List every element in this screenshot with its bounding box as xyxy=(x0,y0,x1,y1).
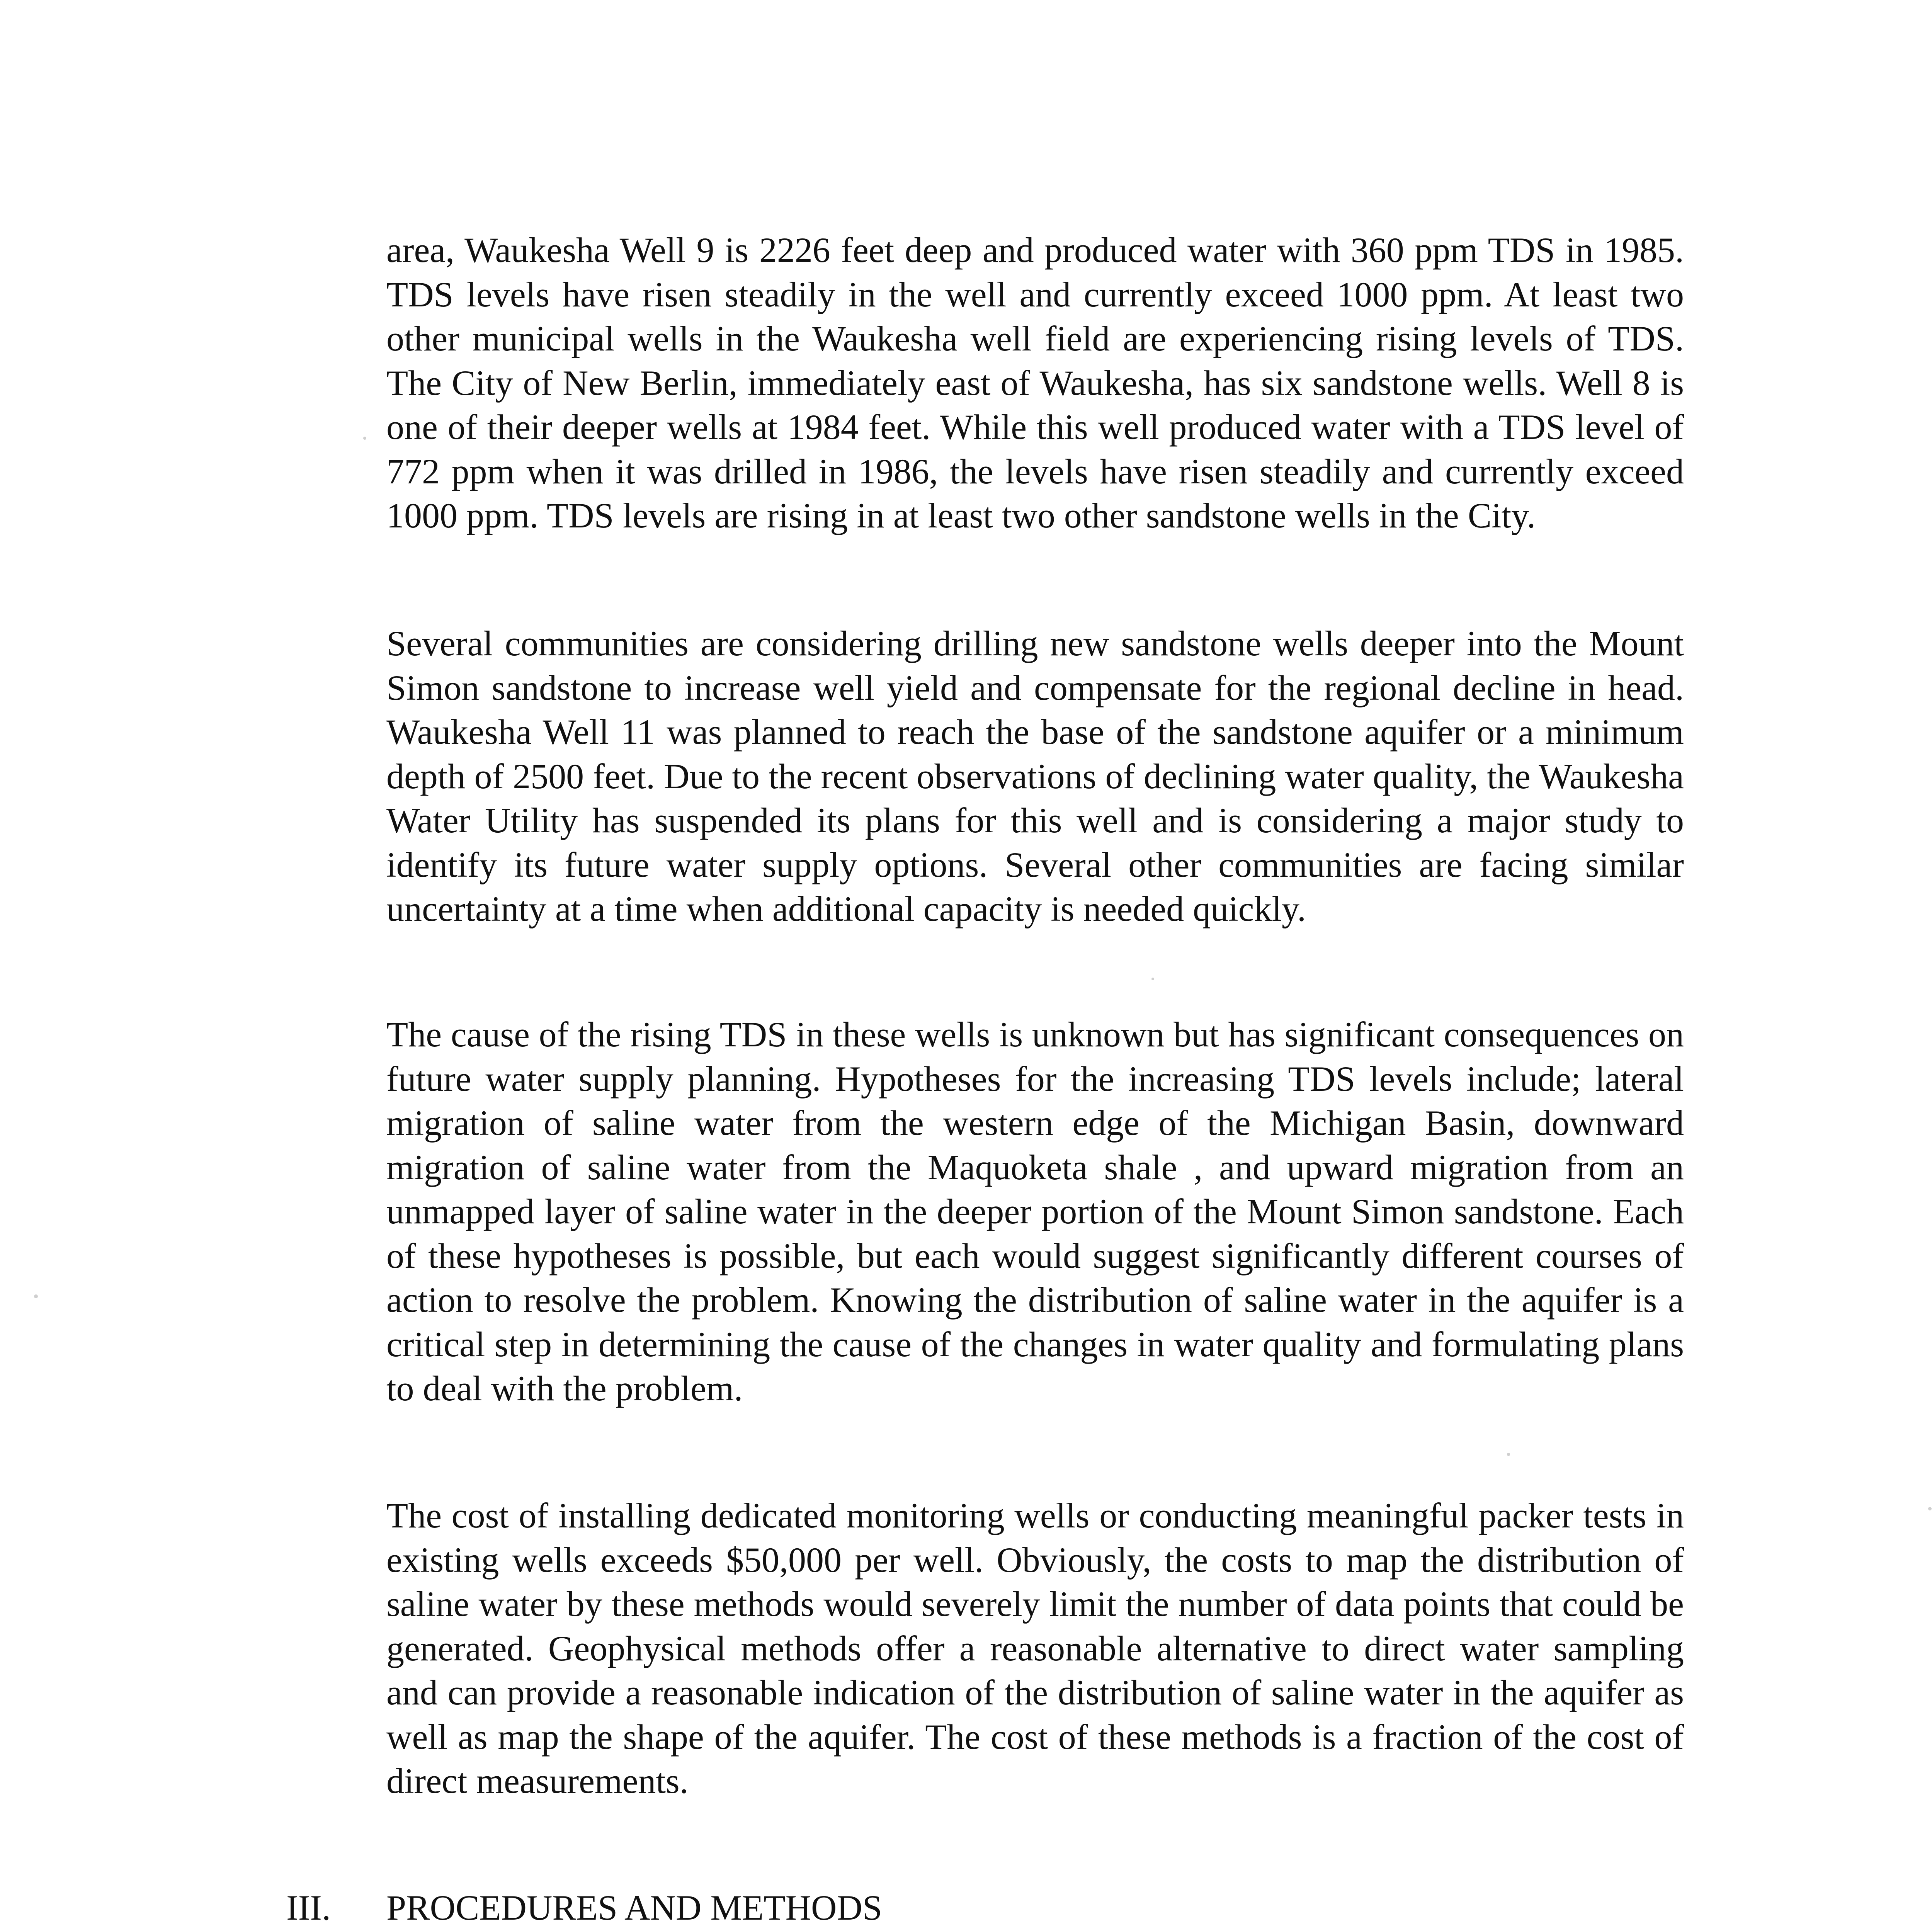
body-paragraph-4: The cost of installing dedicated monitoring wells or conducting meaningful packer tests in existing wells exceeds $50,000 per well. Obviously, the costs to map the distribution of saline water by these methods would severely limit the number of data points that could be generated. Geophysical methods offer a reasonable alternative to direct water sampling and can provide a reasonable indication of the distribution of saline water in the aquifer as well as map the shape of the aquifer. The cost of these methods is a fraction of the cost of direct measurements. xyxy=(386,1496,1684,1801)
scan-speck xyxy=(1507,1453,1510,1456)
scan-speck xyxy=(363,437,366,440)
section-heading xyxy=(286,1886,1677,1932)
scan-speck xyxy=(34,1294,38,1298)
scan-speck xyxy=(1151,978,1154,980)
body-paragraph-1: area, Waukesha Well 9 is 2226 feet deep and produced water with 360 ppm TDS in 1985. TDS levels have risen steadily in the well and currently exceed 1000 ppm. At least two other municipal wells in the Waukesha well field are experiencing rising levels of TDS. The City of New Berlin, immediately east of Waukesha, has six sandstone wells. Well 8 is one of their deeper wells at 1984 feet. While this well produced water with a TDS level of 772 ppm when it was drilled in 1986, the levels have risen steadily and currently exceed 1000 ppm. TDS levels are rising in at least two other sandstone wells in the City. xyxy=(386,230,1684,535)
section-number: III. xyxy=(286,1888,331,1927)
body-paragraph-3: The cause of the rising TDS in these wells is unknown but has significant consequences on future water supply planning. Hypotheses for the increasing TDS levels include; lateral migration of saline water from the western edge of the Michigan Basin, downward migration of saline water from the Maquoketa shale , and upward migration from an unmapped layer of saline water in the deeper portion of the Mount Simon sandstone. Each of these hypotheses is possible, but each would suggest significantly different courses of action to resolve the problem. Knowing the distribution of saline water in the aquifer is a critical step in determining the cause of the changes in water quality and formulating plans to deal with the problem. xyxy=(386,1015,1684,1408)
scan-speck xyxy=(1928,1507,1932,1510)
body-paragraph-2: Several communities are considering drilling new sandstone wells deeper into the Mount Simon sandstone to increase well yield and compensate for the regional decline in head. Waukesha Well 11 was planned to reach the base of the sandstone aquifer or a minimum depth of 2500 feet. Due to the recent observations of declining water quality, the Waukesha Water Utility has suspended its plans for this well and is considering a major study to identify its future water supply options. Several other communities are facing similar uncertainty at a time when additional capacity is needed quickly. xyxy=(386,624,1684,929)
section-title: PROCEDURES AND METHODS xyxy=(386,1888,883,1927)
